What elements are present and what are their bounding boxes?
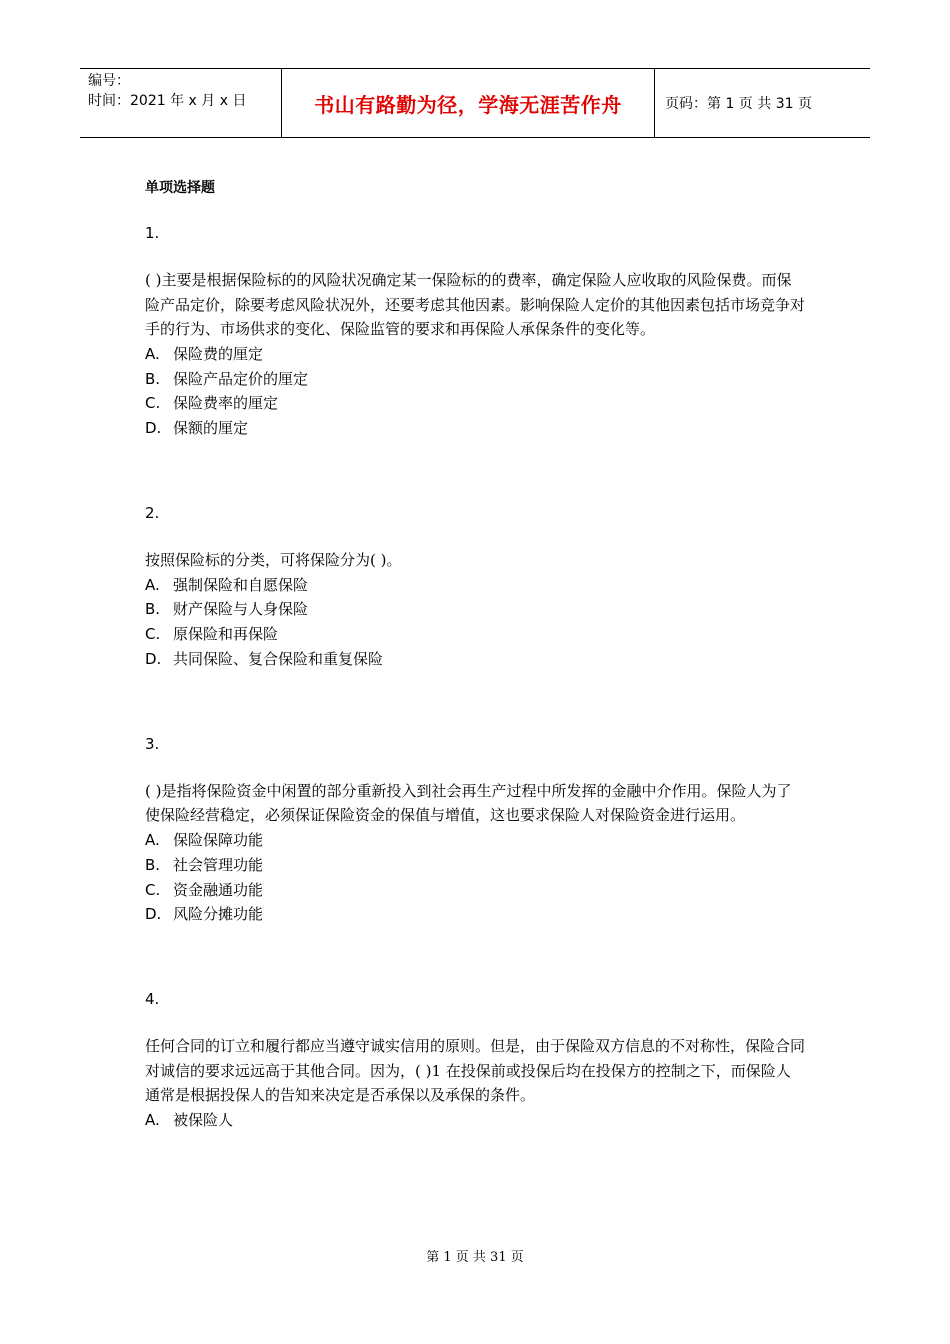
option-letter: A. (145, 1110, 160, 1129)
answer-option (145, 416, 805, 441)
option-text: 被保险人 (173, 1110, 234, 1129)
option-text: 保险保障功能 (173, 830, 264, 849)
answer-option (145, 1108, 805, 1133)
question-list (145, 221, 805, 1133)
question-1 (145, 221, 805, 441)
answer-option (145, 597, 805, 622)
option-text: 强制保险和自愿保险 (173, 575, 309, 594)
answer-option (145, 573, 805, 598)
option-text: 保险费率的厘定 (173, 394, 279, 413)
option-letter: A. (145, 575, 160, 594)
question-number: 1. (145, 224, 160, 242)
number-label: 编号： (88, 73, 130, 89)
option-text: 风险分摊功能 (173, 905, 264, 924)
document-body (145, 176, 805, 1193)
answer-option (145, 391, 805, 416)
answer-option (145, 647, 805, 672)
question-number: 4. (145, 990, 160, 1009)
question-stem: ( )主要是根据保险标的的风险状况确定某一保险标的的费率，确定保险人应收取的风险保费。而保险产品定价，除要考虑风险状况外，还要考虑其他因素。影响保险人定价的其他因素包括市场竞争对手的行为、市场供求的变化、保险监管的要求和再保险人承保条件的变化等。 (145, 271, 806, 339)
option-letter: D. (145, 905, 162, 924)
answer-option (145, 622, 805, 647)
answer-option (145, 878, 805, 903)
question-4 (145, 987, 805, 1133)
section-title: 单项选择题 (145, 180, 215, 196)
option-text: 保险费的厘定 (173, 344, 264, 363)
question-stem: 按照保险标的分类，可将保险分为( )。 (145, 550, 402, 569)
question-stem: 任何合同的订立和履行都应当遵守诚实信用的原则。但是，由于保险双方信息的不对称性，保险合同对诚信的要求远远高于其他合同。因为，( )1 在投保前或投保后均在投保方的控制之下，而保险人通常是根据投保人的告知来决定是否承保以及承保的条件。 (145, 1037, 806, 1105)
question-3 (145, 732, 805, 927)
option-text: 原保险和再保险 (173, 625, 279, 644)
option-letter: B. (145, 855, 161, 874)
option-text: 财产保险与人身保险 (173, 600, 309, 619)
option-text: 保险产品定价的厘定 (173, 369, 309, 388)
page-label: 页码：第 1 页 共 31 页 (665, 96, 812, 112)
option-letter: C. (145, 880, 161, 899)
answer-option (145, 828, 805, 853)
header-info-cell (80, 69, 282, 137)
question-number: 2. (145, 503, 160, 522)
option-letter: D. (145, 649, 162, 668)
motto-text: 书山有路勤为径，学海无涯苦作舟 (314, 92, 622, 117)
answer-option (145, 342, 805, 367)
question-2 (145, 501, 805, 672)
option-text: 保额的厘定 (173, 419, 249, 438)
option-letter: C. (145, 394, 161, 413)
option-letter: B. (145, 600, 161, 619)
option-letter: A. (145, 344, 160, 363)
option-text: 资金融通功能 (173, 880, 264, 899)
option-letter: C. (145, 625, 161, 644)
answer-option (145, 367, 805, 392)
answer-option (145, 902, 805, 927)
option-text: 社会管理功能 (173, 855, 264, 874)
option-letter: D. (145, 419, 162, 438)
answer-option (145, 853, 805, 878)
header-page-cell (655, 69, 870, 137)
document-header (80, 68, 870, 138)
time-label: 时间：2021 年 x 月 x 日 (88, 93, 247, 109)
option-letter: A. (145, 830, 160, 849)
question-number: 3. (145, 734, 160, 753)
option-text: 共同保险、复合保险和重复保险 (173, 649, 384, 668)
question-stem: ( )是指将保险资金中闲置的部分重新投入到社会再生产过程中所发挥的金融中介作用。保险人为了使保险经营稳定，必须保证保险资金的保值与增值，这也要求保险人对保险资金进行运用。 (145, 781, 792, 825)
page-footer: 第 1 页 共 31 页 (426, 1250, 524, 1265)
header-motto-cell (282, 69, 655, 137)
option-letter: B. (145, 369, 161, 388)
